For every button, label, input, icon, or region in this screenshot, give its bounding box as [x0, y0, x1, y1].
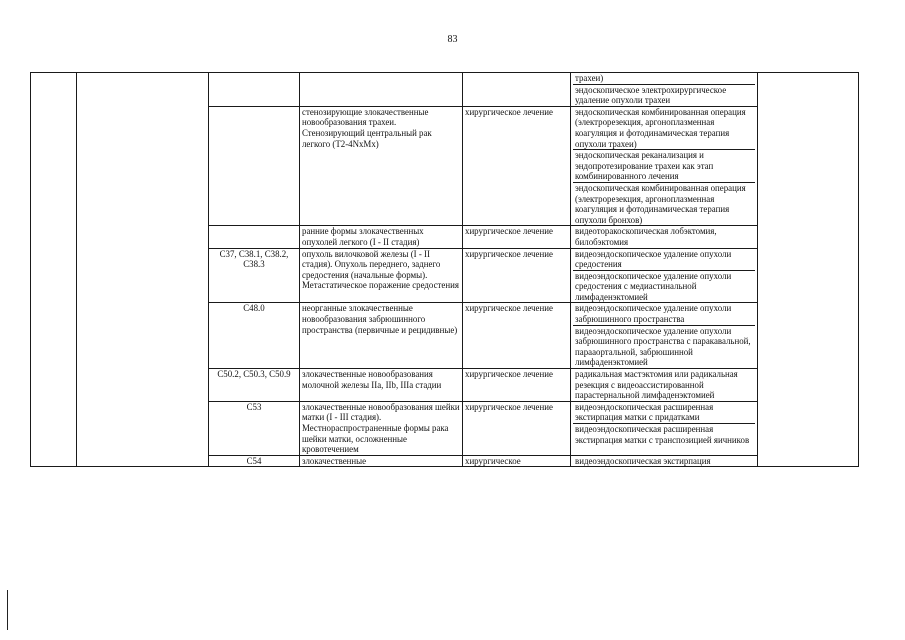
code-cell: C37, C38.1, C38.2, C38.3: [209, 248, 300, 303]
empty-cell-a: [31, 73, 77, 467]
method-item: эндоскопическая реканализация и эндопротезирование трахеи как этап комбинированного лечения: [573, 149, 755, 182]
diagnosis-cell: стенозирующие злокачественные новообразования трахеи. Стенозирующий центральный рак легкого (T2-4NxMx): [300, 106, 463, 226]
code-cell: [209, 73, 300, 107]
page-number: 83: [447, 34, 458, 45]
method-item: видеоэндоскопическая расширенная экстирпация матки с транспозицией яичников: [573, 423, 755, 445]
method-item: видеоэндоскопическое удаление опухоли средостения с медиастинальной лимфаденэктомией: [573, 270, 755, 303]
treatment-cell: хирургическое лечение: [463, 248, 571, 303]
method-item: видеоэндоскопическое удаление опухоли забрюшинного пространства: [575, 303, 732, 325]
services-table: [30, 72, 859, 467]
method-item: видеоэндоскопическая расширенная экстирпация матки с придатками: [575, 401, 714, 423]
methods-cell: [571, 303, 758, 369]
diagnosis-cell: опухоль вилочковой железы (I - II стадия). Опухоль переднего, заднего средостения (начальные формы). Метастатическое поражение средостения: [300, 248, 463, 303]
empty-cell-c: [758, 73, 859, 467]
method-item: видеоэндоскопическое удаление опухоли средостения: [575, 248, 732, 270]
method-item: трахеи): [575, 73, 604, 83]
methods-cell: [571, 73, 758, 107]
code-cell: C54: [209, 455, 300, 467]
method-item: видеоэндоскопическое удаление опухоли забрюшинного пространства с паракавальной, парааортальной, забрюшинной лимфаденэктомией: [573, 325, 755, 368]
code-cell: C48.0: [209, 303, 300, 369]
diagnosis-cell: неорганные злокачественные новообразования забрюшинного пространства (первичные и рецидивные): [300, 303, 463, 369]
method-item: видеоэндоскопическая экстирпация: [575, 455, 711, 466]
diagnosis-cell: [300, 73, 463, 107]
methods-cell: [571, 248, 758, 303]
diagnosis-cell: ранние формы злокачественных опухолей легкого (I - II стадия): [300, 226, 463, 248]
code-cell: C53: [209, 401, 300, 455]
scan-edge-line: [7, 590, 8, 630]
treatment-cell: хирургическое лечение: [463, 401, 571, 455]
treatment-cell: хирургическое лечение: [463, 226, 571, 248]
diagnosis-cell: злокачественные новообразования шейки матки (I - III стадия). Местнораспространенные формы рака шейки матки, осложненные кровотечением: [300, 401, 463, 455]
method-item: эндоскопическая комбинированная операция (электрорезекция, аргоноплазменная коагуляция и фотодинамическая терапия опухоли бронхов): [573, 182, 755, 225]
treatment-cell: хирургическое лечение: [463, 106, 571, 226]
table-row: [31, 73, 859, 107]
treatment-cell: хирургическое лечение: [463, 303, 571, 369]
diagnosis-cell: злокачественные: [300, 455, 463, 467]
method-item: эндоскопическая комбинированная операция (электрорезекция, аргоноплазменная коагуляция и фотодинамическая терапия опухоли трахеи): [575, 106, 746, 149]
method-item: видеоторакоскопическая лобэктомия, билобэктомия: [575, 226, 717, 247]
treatment-cell: хирургическое лечение: [463, 369, 571, 402]
methods-cell: [571, 369, 758, 402]
methods-cell: [571, 226, 758, 248]
code-cell: [209, 106, 300, 226]
table-body: [31, 73, 859, 467]
methods-cell: [571, 401, 758, 455]
code-cell: [209, 226, 300, 248]
code-cell: C50.2, C50.3, C50.9: [209, 369, 300, 402]
method-item: радикальная мастэктомия или радикальная резекция с видеоассистированной парастернальной лимфаденэктомией: [575, 369, 738, 401]
treatment-cell: хирургическое: [463, 455, 571, 467]
treatment-cell: [463, 73, 571, 107]
methods-cell: [571, 455, 758, 467]
diagnosis-cell: злокачественные новообразования молочной железы IIa, IIb, IIIa стадии: [300, 369, 463, 402]
empty-cell-b: [77, 73, 209, 467]
methods-cell: [571, 106, 758, 226]
method-item: эндоскопическое электрохирургическое удаление опухоли трахеи: [573, 84, 755, 106]
